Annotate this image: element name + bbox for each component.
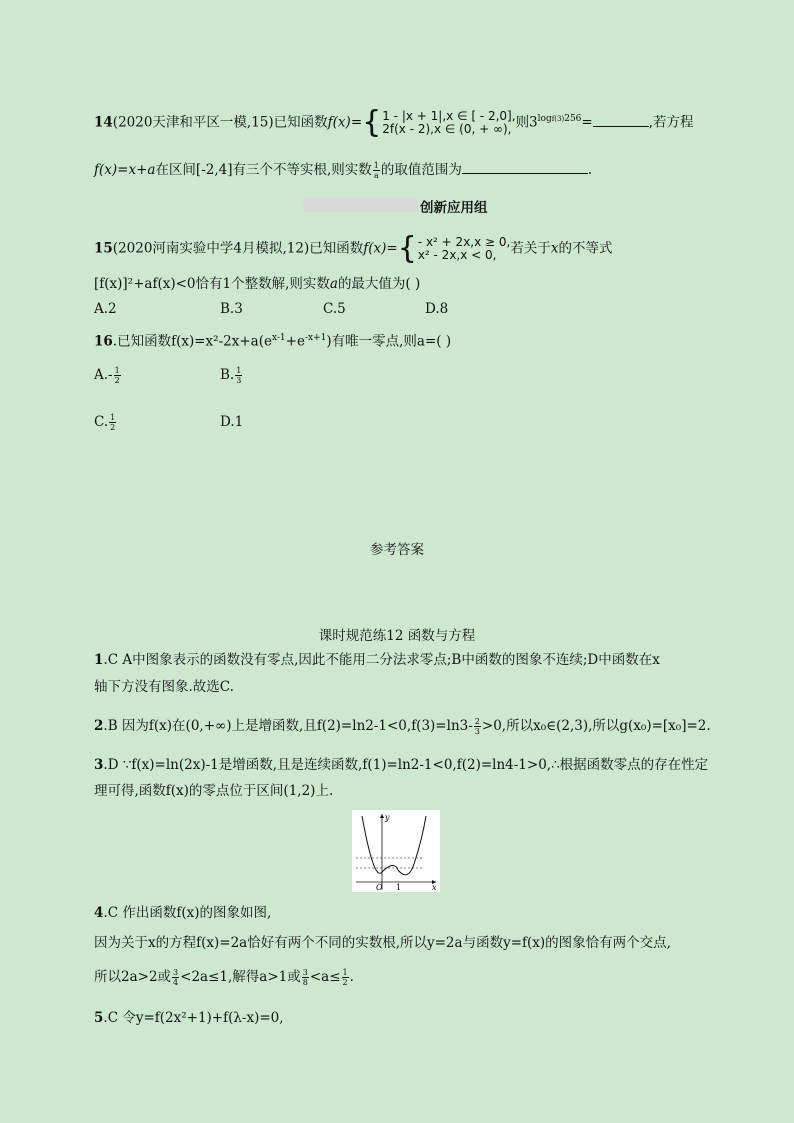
q14-blank1[interactable] xyxy=(593,126,649,127)
q16-opt-c-label: C. xyxy=(94,414,109,430)
graph-svg xyxy=(352,810,440,892)
q14-exp: log xyxy=(537,114,552,124)
left-curve xyxy=(362,816,382,873)
y-axis-arrow xyxy=(380,814,384,818)
q14-eq: = xyxy=(581,114,593,131)
a5-text: .C 令y=f(2x²+1)+f(λ-x)=0, xyxy=(103,1010,284,1026)
a4-line3 xyxy=(94,967,734,987)
frac-den: 4 xyxy=(173,978,179,987)
q16-opt-c-frac xyxy=(109,413,116,432)
q14-frac xyxy=(373,161,380,180)
frac-num: 2 xyxy=(474,717,480,726)
a4-text1: .C 作出函数f(x)的图象如图, xyxy=(103,905,272,921)
q14-source: (2020天津和平区一模,15) xyxy=(112,114,274,131)
a4-number: 4 xyxy=(94,905,104,921)
a3-number: 3 xyxy=(94,757,104,773)
q14-tail: ,若方程 xyxy=(648,114,694,131)
q16-number: 16 xyxy=(94,333,113,350)
a2-text-a: .B 因为f(x)在(0,+∞)上是增函数,且f(2)=ln2-1<0,f(3)=ln3- xyxy=(103,718,473,734)
a4-text3c: <a≤ xyxy=(309,969,341,985)
q15-case1: - x² + 2x,x ≥ 0, xyxy=(417,235,511,249)
frac-den: 3 xyxy=(474,727,480,736)
frac-num: 1 xyxy=(342,968,348,977)
q15-x: x xyxy=(550,240,559,257)
frac-num: 3 xyxy=(173,968,179,977)
a2-text-b: >0,所以x₀∈(2,3),所以g(x₀)=[x₀]=2. xyxy=(481,718,711,734)
a4-text3a: 所以2a>2或 xyxy=(94,969,172,985)
frac-den: 2 xyxy=(114,376,120,385)
a4-frac1 xyxy=(172,968,179,987)
a4-text3d: . xyxy=(349,969,354,985)
a1-number: 1 xyxy=(94,652,104,668)
a2-line xyxy=(94,716,734,736)
q16-mid: +e xyxy=(285,333,305,350)
a2-frac xyxy=(474,717,481,736)
a1-text1: .C A中图象表示的函数没有零点,因此不能用二分法求零点;B中函数的图象不连续;D中函数在x xyxy=(103,652,660,668)
q14-end: . xyxy=(587,162,593,178)
q16-line: 16.已知函数$f(x)=x^2-2x+a(e^{x-1}+e^{-x+1})$有唯一零点,则a=( ) xyxy=(94,333,452,350)
q14-exp-sub: f(3) xyxy=(551,115,565,123)
q14-blank2[interactable] xyxy=(462,173,588,174)
frac-den: 8 xyxy=(302,978,308,987)
q16-sup1: x-1 xyxy=(271,333,286,343)
q15-option-b[interactable]: B.3 xyxy=(220,301,243,317)
y-label: y xyxy=(385,813,390,822)
q16-end: )有唯一零点,则a=( ) xyxy=(326,333,452,350)
frac-num: 1 xyxy=(110,413,116,422)
q14-fx: f(x)= xyxy=(327,114,363,131)
a4-frac3 xyxy=(342,968,349,987)
function-graph xyxy=(352,810,440,892)
q14-equation: f(x)=x+a xyxy=(94,162,156,178)
frac-num: 1 xyxy=(236,366,242,375)
q16-option-b[interactable] xyxy=(220,366,243,385)
frac-num: 1 xyxy=(114,366,120,375)
q16-option-c[interactable] xyxy=(94,413,117,432)
one-label: 1 xyxy=(396,883,402,892)
q15-tail: 若关于 xyxy=(510,240,551,257)
q15-line2 xyxy=(94,274,734,294)
q16-text: 已知函数f(x)=x²-2x+a(e xyxy=(117,333,272,350)
q14-line1 xyxy=(94,105,734,140)
q15-question-end: 的最大值为( ) xyxy=(337,276,421,292)
q16-opt-a-frac xyxy=(114,366,121,385)
q16-sup2: -x+1 xyxy=(304,333,327,343)
brace-symbol: { xyxy=(362,105,382,140)
x-label: x xyxy=(432,883,437,892)
brace-symbol: { xyxy=(397,231,417,266)
right-curve xyxy=(382,816,426,875)
q15-condition: [f(x)]²+af(x)<0恰有1个整数解,则实数 xyxy=(94,276,330,292)
lesson-title: 课时规范练12 函数与方程 xyxy=(318,628,476,644)
group-title: 创新应用组 xyxy=(420,200,488,216)
q14-lead: 已知函数 xyxy=(273,114,328,131)
q14-range-text: 的取值范围为 xyxy=(380,162,462,178)
a4-line2: 因为关于x的方程f(x)=2a恰好有两个不同的实数根,所以y=2a与函数y=f(x)的图象恰有两个交点, xyxy=(94,935,671,951)
q14-piecewise xyxy=(362,105,516,140)
group-bar xyxy=(303,198,418,212)
q14-interval-text: 在区间[-2,4]有三个不等实根,则实数 xyxy=(155,162,372,178)
q15-option-d[interactable]: D.8 xyxy=(425,301,449,317)
q16-opt-a-label: A.- xyxy=(94,367,113,383)
q16-opt-b-frac xyxy=(235,366,242,385)
q14-case1: 1 - |x + 1|,x ∈ [ - 2,0], xyxy=(382,109,516,123)
q15-line1 xyxy=(94,231,734,266)
q15-a: a xyxy=(329,276,338,292)
q15-fx: f(x)= xyxy=(363,240,398,257)
q14-then: 则3 xyxy=(515,114,538,131)
q15-case2: x² - 2x,x < 0, xyxy=(417,248,497,262)
a1-line2: 轴下方没有图象.故选C. xyxy=(94,679,234,695)
a5-number: 5 xyxy=(94,1010,104,1026)
answers-title: 参考答案 xyxy=(370,542,424,558)
q14-number: 14 xyxy=(94,114,113,131)
a3-line1 xyxy=(94,755,734,775)
frac-num: 3 xyxy=(302,968,308,977)
frac-num: 1 xyxy=(373,161,379,170)
frac-den: 2 xyxy=(110,423,116,432)
q15-source: (2020河南实验中学4月模拟,12) xyxy=(112,240,310,257)
a1-line1 xyxy=(94,650,734,670)
frac-den: 3 xyxy=(236,376,242,385)
a3-text1: .D ∵f(x)=ln(2x)-1是增函数,且是连续函数,f(1)=ln2-1<0,f(2)=ln4-1>0,∴根据函数零点的存在性定 xyxy=(103,757,709,773)
q15-piecewise xyxy=(397,231,511,266)
q15-number: 15 xyxy=(94,240,113,257)
q14-line2 xyxy=(94,160,734,180)
q15-option-a[interactable]: A.2 xyxy=(94,301,117,317)
a5-line xyxy=(94,1008,734,1028)
a4-line1 xyxy=(94,903,734,923)
q14-exp-tail: 256 xyxy=(564,114,582,124)
a4-frac2 xyxy=(302,968,309,987)
q16-option-a[interactable] xyxy=(94,366,122,385)
q14-case2: 2f(x - 2),x ∈ (0, + ∞), xyxy=(382,122,512,136)
a3-line2: 理可得,函数f(x)的零点位于区间(1,2)上. xyxy=(94,783,334,799)
a2-number: 2 xyxy=(94,718,104,734)
frac-den: a xyxy=(373,171,379,180)
q15-option-c[interactable]: C.5 xyxy=(323,301,346,317)
frac-den: 2 xyxy=(342,978,348,987)
q15-tail2: 的不等式 xyxy=(558,240,613,257)
q16-opt-b-label: B. xyxy=(220,367,235,383)
q16-option-d[interactable]: D.1 xyxy=(220,414,244,430)
q15-lead: 已知函数 xyxy=(309,240,364,257)
a4-text3b: <2a≤1,解得a>1或 xyxy=(180,969,301,985)
origin-label: O xyxy=(376,883,383,892)
